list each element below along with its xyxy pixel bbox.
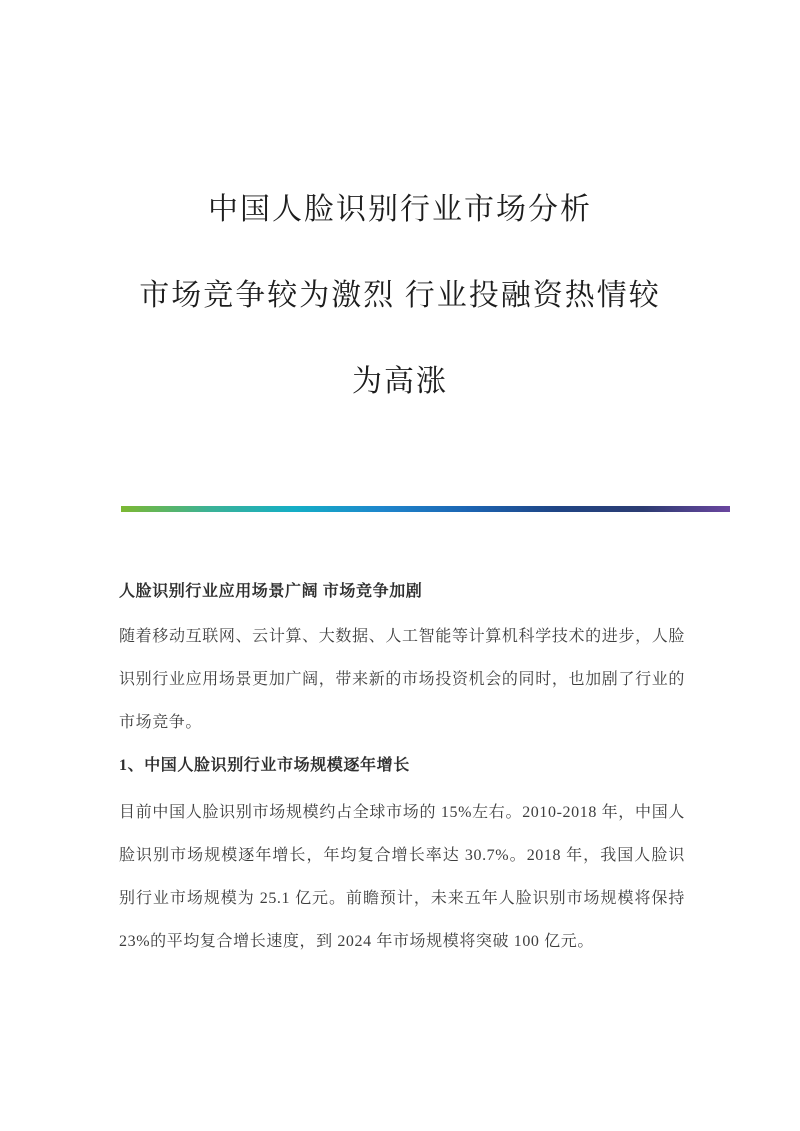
document-title xyxy=(0,0,800,397)
gradient-divider xyxy=(121,506,730,512)
title-line-3: 为高涨 xyxy=(352,365,448,398)
document-body xyxy=(119,570,685,963)
section-2-paragraph: 目前中国人脸识别市场规模约占全球市场的 15%左右。2010-2018 年，中国人脸识别市场规模逐年增长，年均复合增长率达 30.7%。2018 年，我国人脸识别行业市场规模为 25.1 亿元。前瞻预计，未来五年人脸识别市场规模将保持 23%的平均复合增长速度，到 2024 年市场规模将突破 100 亿元。 xyxy=(119,804,685,950)
title-line-1: 中国人脸识别行业市场分析 xyxy=(208,193,592,226)
section-heading-2: 1、中国人脸识别行业市场规模逐年增长 xyxy=(119,757,410,774)
section-heading-1: 人脸识别行业应用场景广阔 市场竞争加剧 xyxy=(119,583,423,600)
section-1-paragraph: 随着移动互联网、云计算、大数据、人工智能等计算机科学技术的进步，人脸识别行业应用场景更加广阔，带来新的市场投资机会的同时，也加剧了行业的市场竞争。 xyxy=(119,628,685,731)
title-line-2: 市场竞争较为激烈 行业投融资热情较 xyxy=(139,279,661,312)
